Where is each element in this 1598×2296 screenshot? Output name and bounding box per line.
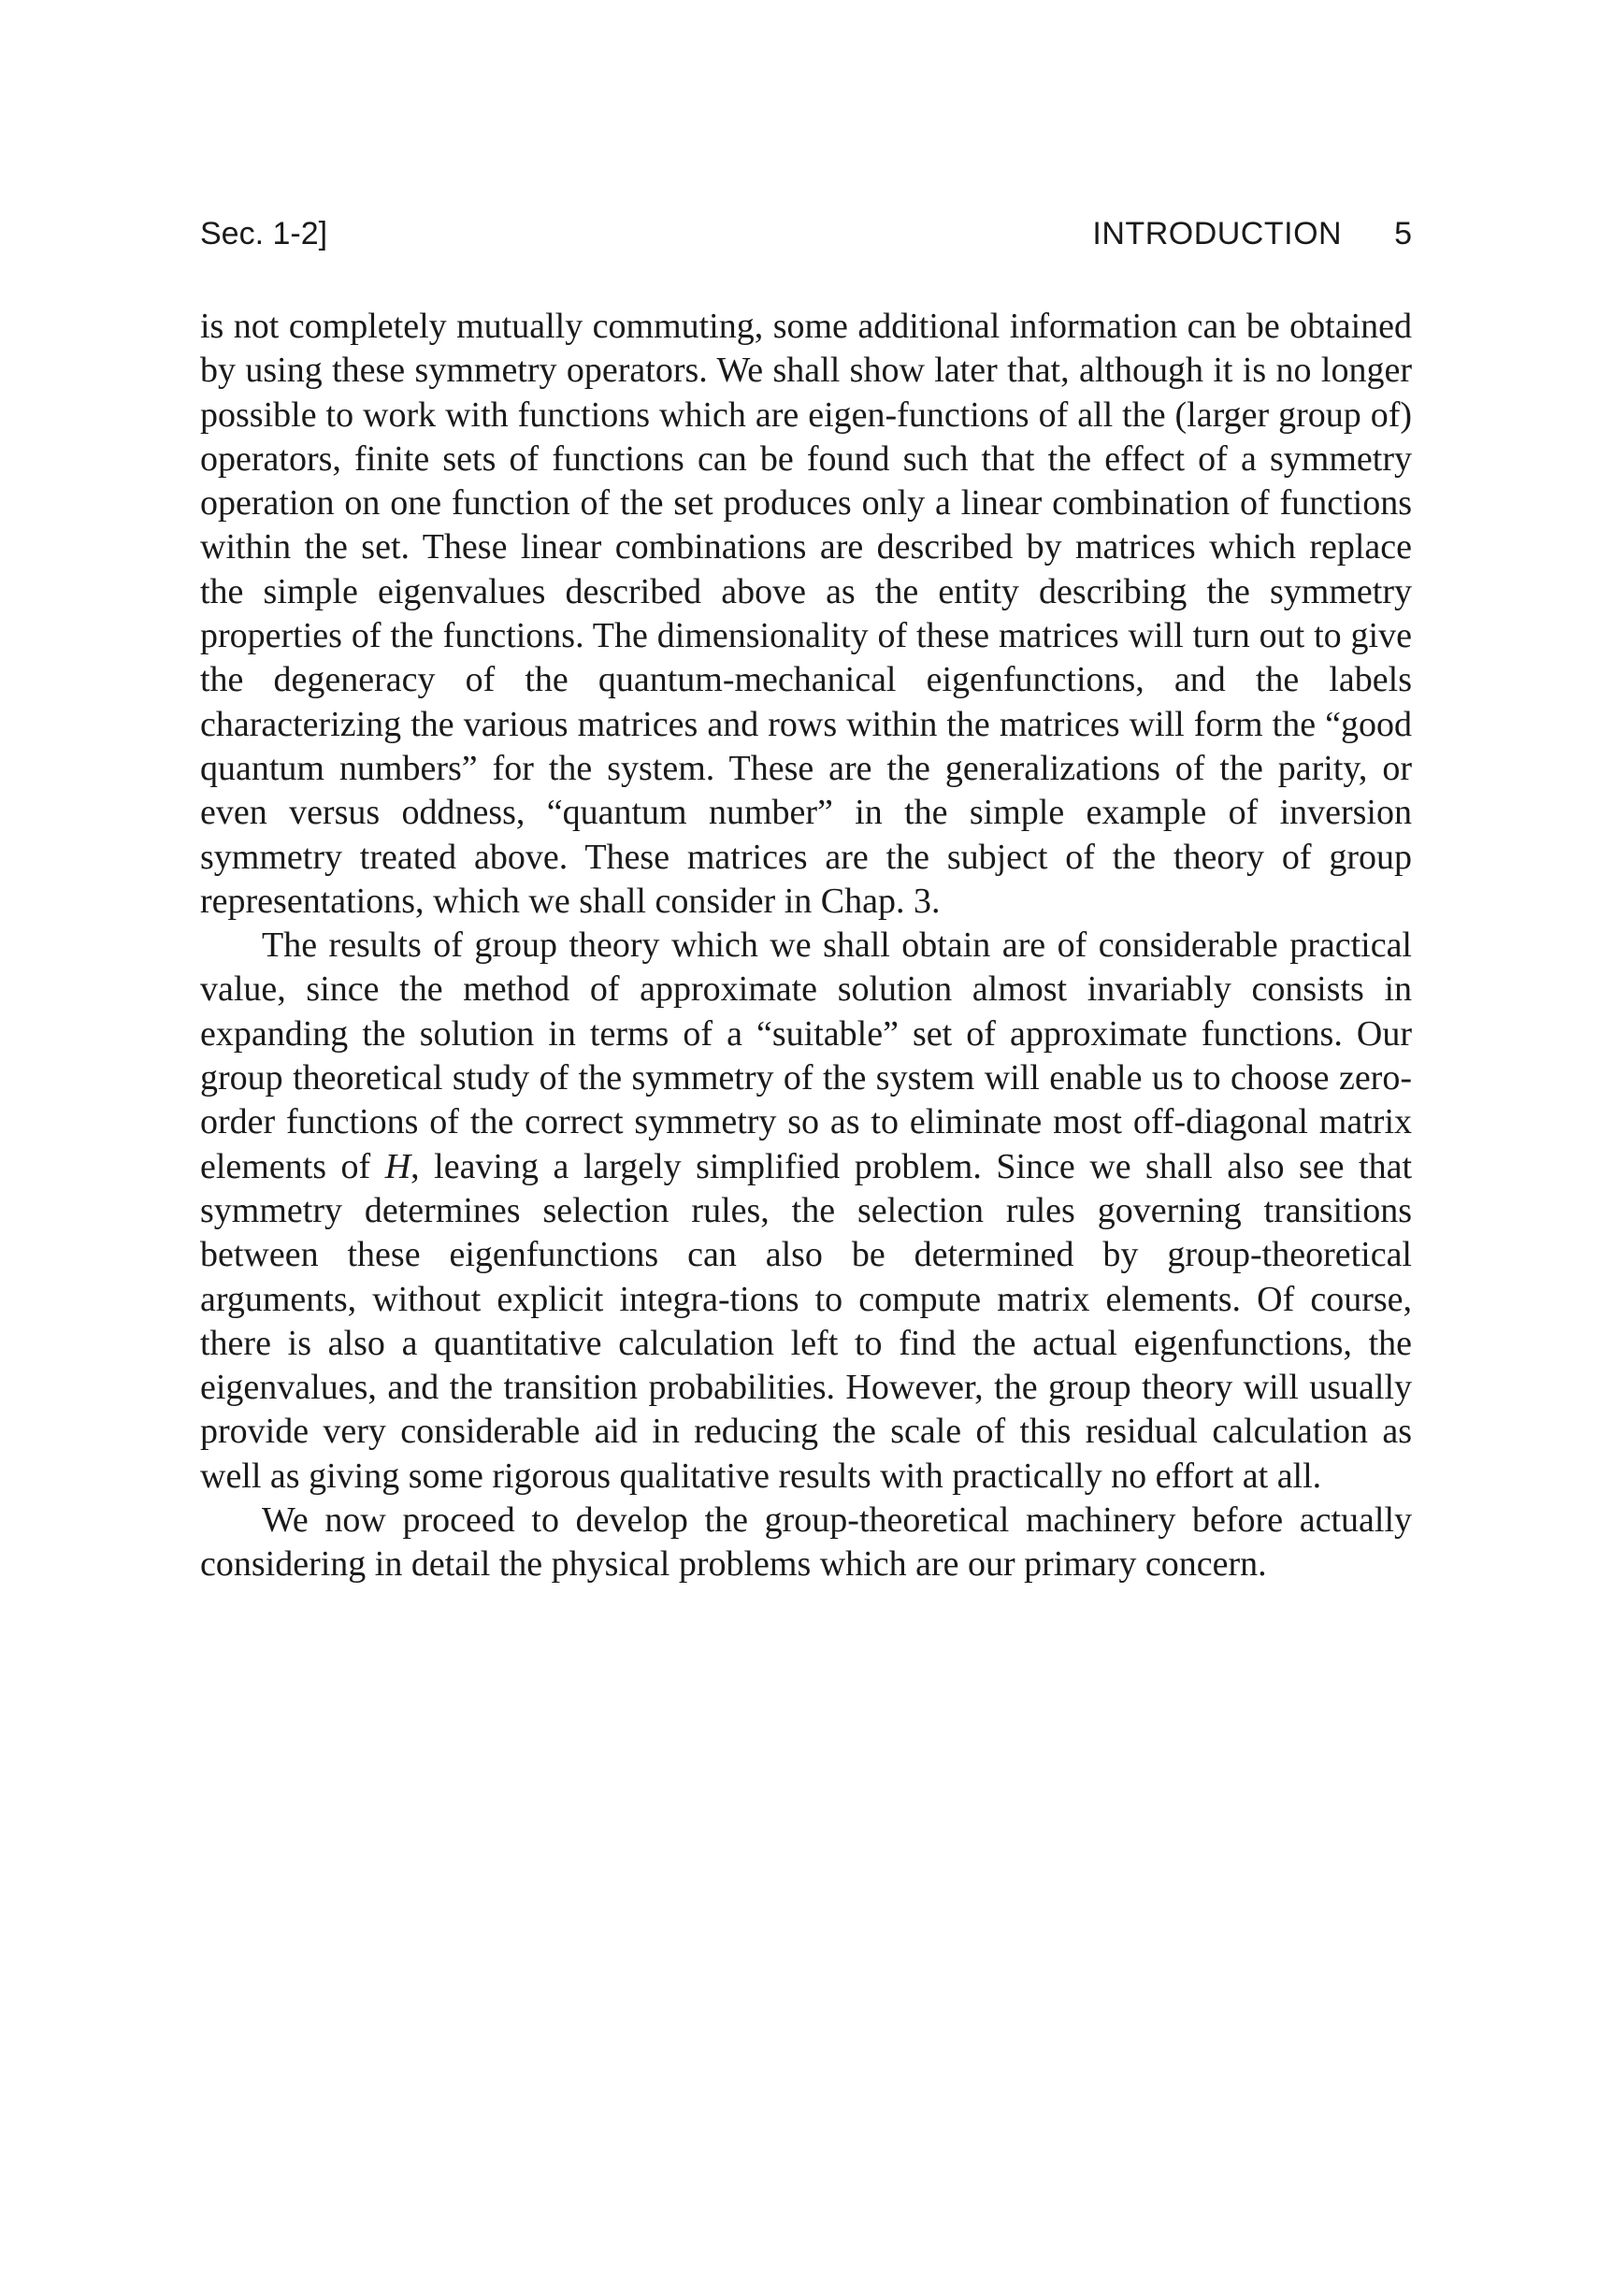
paragraph-text-part: The results of group theory which we shall obtain are of considerable practical value, since the method of approximate solution almost invariably consists in expanding the solution in terms of a “suitable” set of approximate functions. Our group theoretical study of the symmetry of the system will enable us to choose zero-order functions of the correct symmetry so as to eliminate most off-diagonal matrix elements of [200, 926, 1412, 1186]
paragraph-group-theory-value [200, 924, 1412, 1499]
hamiltonian-symbol: H [384, 1146, 411, 1186]
running-header [200, 213, 1412, 254]
paragraph-text-part: , leaving a largely simplified problem. Since we shall also see that symmetry determines selection rules, the selection rules governing transitions between these eigenfunctions can also be determined by group-theoretical arguments, without explicit integra-tions to compute matrix elements. Of course, there is also a quantitative calculation left to find the actual eigenfunctions, the eigenvalues, and the transition probabilities. However, the group theory will usually provide very considerable aid in reducing the scale of this residual calculation as well as giving some rigorous qualitative results with practically no effort at all. [200, 1146, 1413, 1496]
paragraph-proceed: We now proceed to develop the group-theoretical machinery before actually considering in detail the physical problems which are our primary concern. [200, 1500, 1412, 1585]
section-reference: Sec. 1-2] [200, 216, 328, 251]
chapter-title: INTRODUCTION [1092, 216, 1343, 251]
header-right [1092, 213, 1412, 254]
body-text [200, 305, 1412, 1587]
page-number: 5 [1394, 216, 1412, 251]
paragraph-continuation: is not completely mutually commuting, some additional information can be obtained by using these symmetry operators. We shall show later that, although it is no longer possible to work with functions which are eigen-functions of all the (larger group of) operators, finite sets of functions can be found such that the effect of a symmetry operation on one function of the set produces only a linear combination of functions within the set. These linear combinations are described by matrices which replace the simple eigenvalues described above as the entity describing the symmetry properties of the functions. The dimensionality of these matrices will turn out to give the degeneracy of the quantum-mechanical eigenfunctions, and the labels characterizing the various matrices and rows within the matrices will form the “good quantum numbers” for the system. These are the generalizations of the parity, or even versus oddness, “quantum number” in the simple example of inversion symmetry treated above. These matrices are the subject of the theory of group representations, which we shall consider in Chap. 3. [200, 307, 1412, 921]
